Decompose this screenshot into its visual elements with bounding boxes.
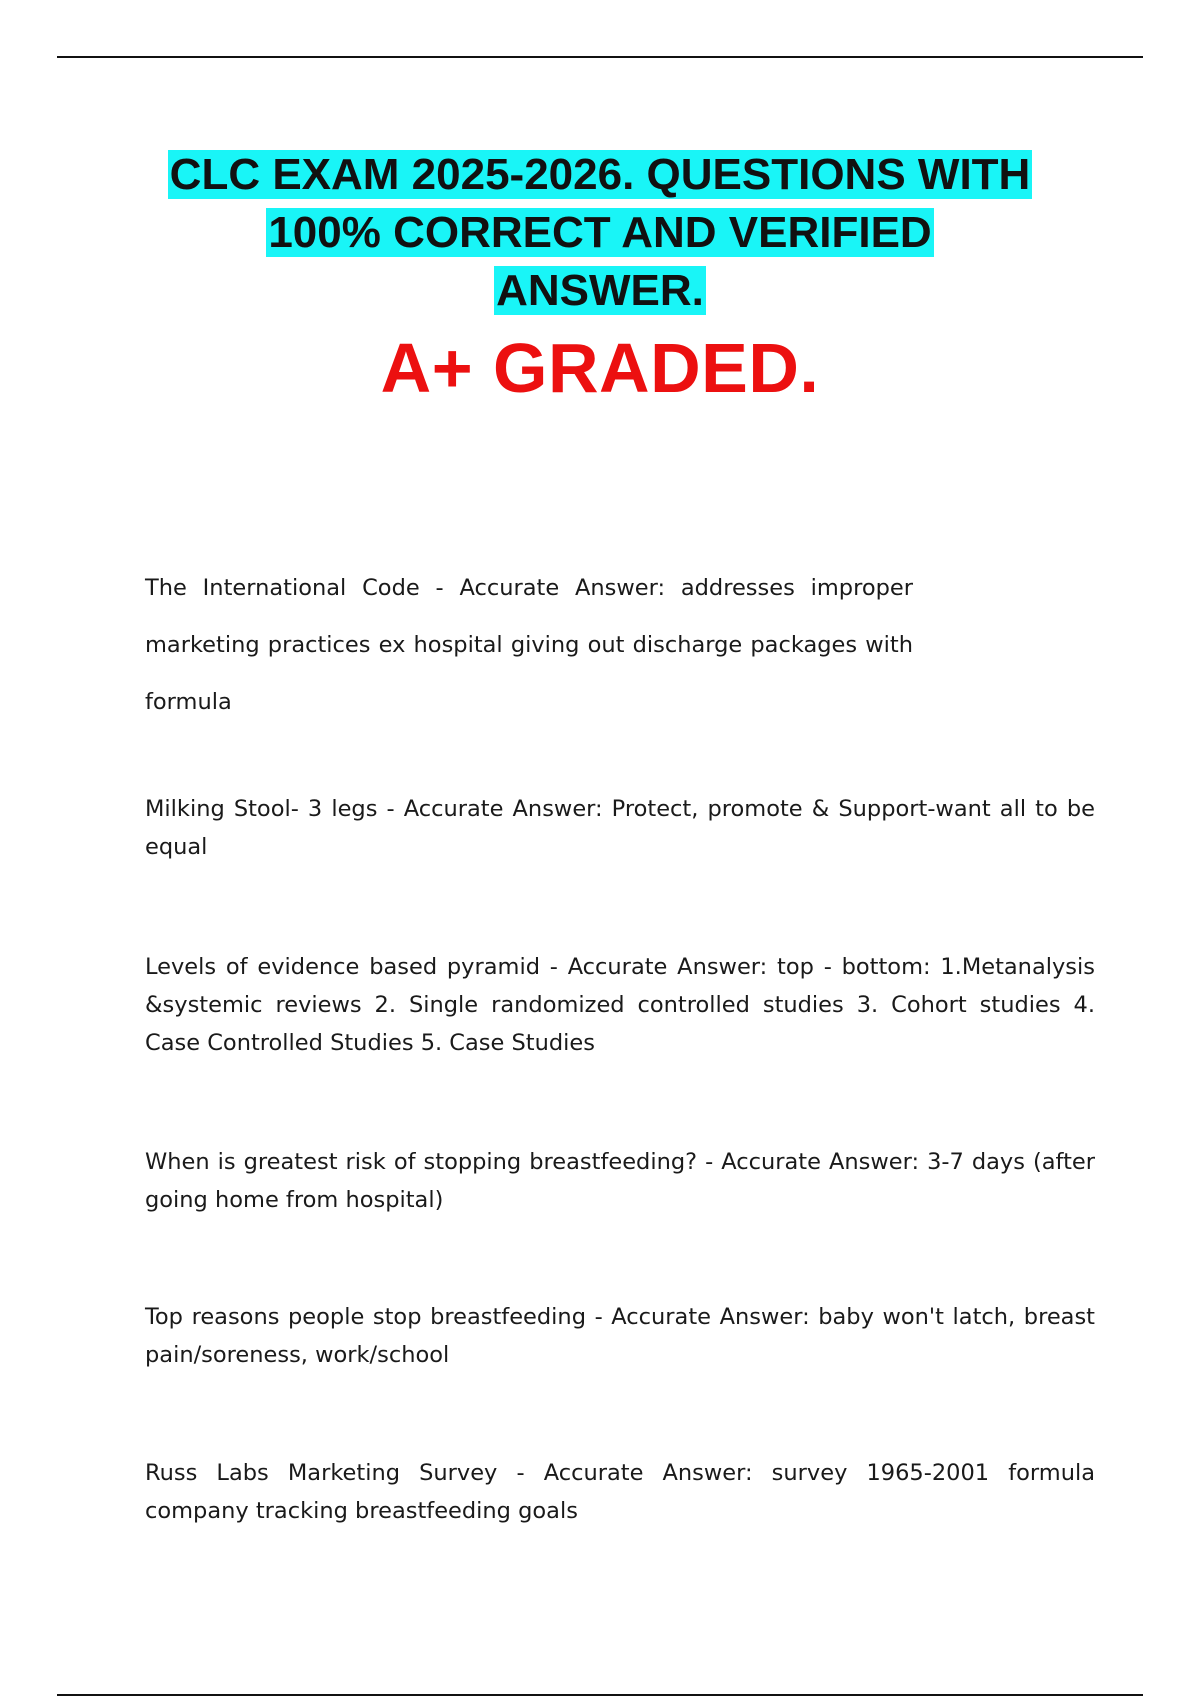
qa-entry-russ-labs: Russ Labs Marketing Survey - Accurate Answer: survey 1965-2001 formula company tracking breastfeeding goals [145, 1460, 1095, 1524]
title-block [57, 146, 1143, 408]
document-title [57, 146, 1143, 320]
title-line-3: ANSWER. [496, 266, 704, 315]
qa-entry-milking-stool: Milking Stool- 3 legs - Accurate Answer: Protect, promote & Support-want all to be equal [145, 796, 1095, 860]
qa-entry-top-reasons: Top reasons people stop breastfeeding - Accurate Answer: baby won't latch, breast pain/soreness, work/school [145, 1304, 1095, 1368]
qa-entry-greatest-risk: When is greatest risk of stopping breastfeeding? - Accurate Answer: 3-7 days (after going home from hospital) [145, 1149, 1095, 1213]
title-line-1: CLC EXAM 2025-2026. QUESTIONS WITH [169, 150, 1031, 199]
grade-label: A+ GRADED. [380, 329, 820, 407]
top-divider [57, 56, 1143, 58]
qa-entry-international-code: The International Code - Accurate Answer: addresses improper marketing practices ex hospital giving out discharge packages with formula [145, 575, 913, 715]
bottom-divider [57, 1694, 1143, 1696]
qa-entry-evidence-pyramid: Levels of evidence based pyramid - Accurate Answer: top - bottom: 1.Metanalysis &systemic reviews 2. Single randomized controlled studies 3. Cohort studies 4. Case Controlled Studies 5. Case Studies [145, 954, 1095, 1056]
title-line-2: 100% CORRECT AND VERIFIED [268, 208, 932, 257]
